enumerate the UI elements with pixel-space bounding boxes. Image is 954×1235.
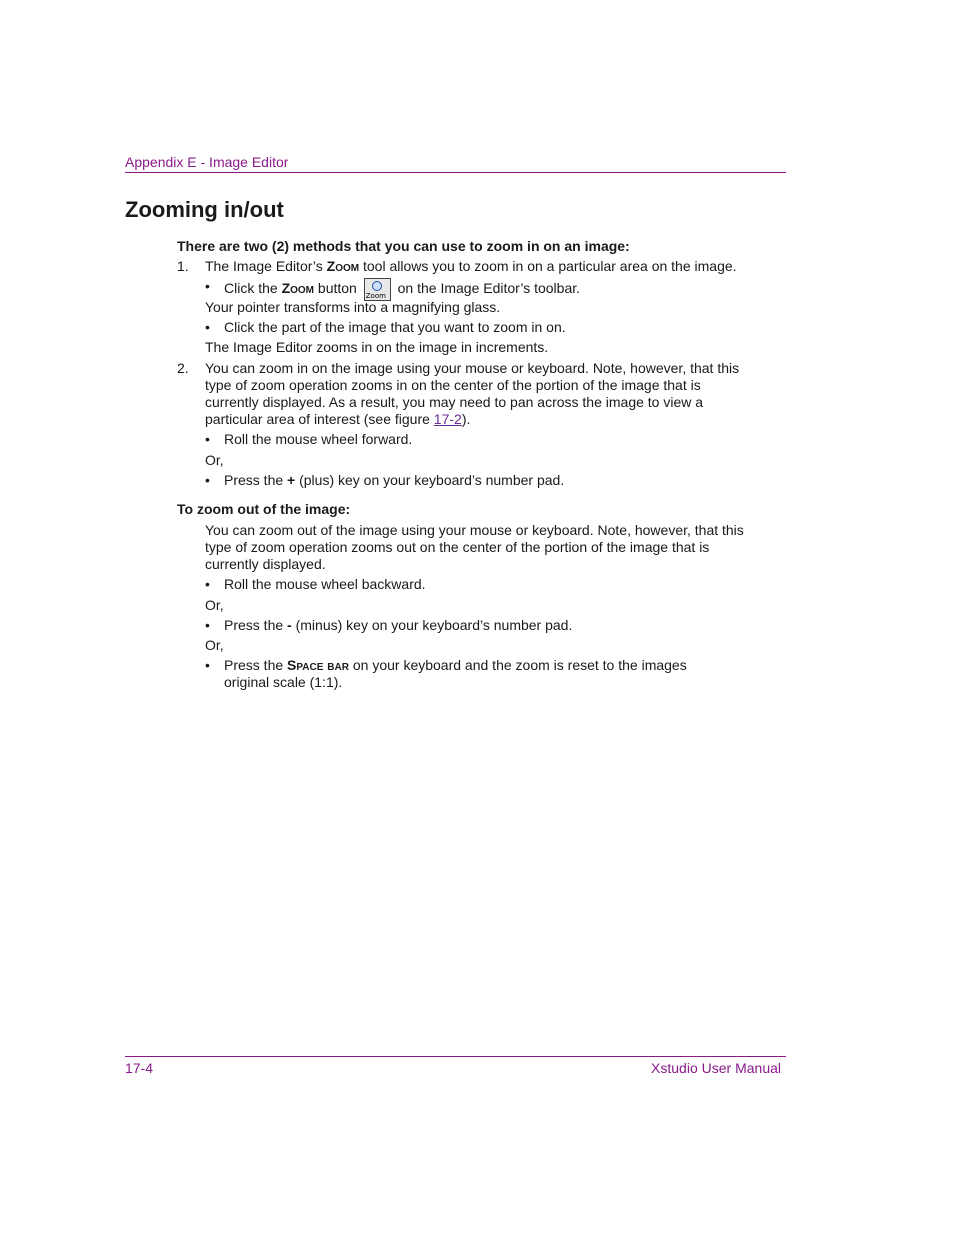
- zoom-button-icon: Zoom: [364, 278, 391, 301]
- bullet: •: [205, 278, 210, 294]
- zoom-out-heading: To zoom out of the image:: [177, 501, 351, 517]
- bullet: •: [205, 319, 210, 335]
- step-2-bullet-1: Roll the mouse wheel forward.: [224, 431, 413, 447]
- step-2-line-4: particular area of interest (see figure 17-2).: [205, 411, 471, 427]
- manual-title: Xstudio User Manual: [651, 1060, 781, 1076]
- step-1-result-2: The Image Editor zooms in on the image in increments.: [205, 339, 549, 355]
- bullet: •: [205, 617, 210, 633]
- step-number-1: 1.: [177, 258, 189, 274]
- zoom-out-bullet-1: Roll the mouse wheel backward.: [224, 576, 426, 592]
- page-number: 17-4: [125, 1060, 154, 1076]
- zoom-out-or-1: Or,: [205, 597, 224, 613]
- zoom-out-bullet-2: Press the - (minus) key on your keyboard’s number pad.: [224, 617, 573, 633]
- step-2-line-3: currently displayed. As a result, you may need to pan across the image to view a: [205, 394, 704, 410]
- zoom-out-bullet-3-line-2: original scale (1:1).: [224, 674, 343, 690]
- step-2-line-2: type of zoom operation zooms in on the center of the portion of the image that is: [205, 377, 701, 393]
- running-header: Appendix E - Image Editor: [125, 154, 289, 170]
- zoom-out-line-3: currently displayed.: [205, 556, 326, 572]
- header-rule: [125, 172, 786, 173]
- bullet: •: [205, 576, 210, 592]
- zoom-out-bullet-3: Press the Space bar on your keyboard and the zoom is reset to the images: [224, 657, 687, 673]
- footer-rule: [125, 1056, 786, 1057]
- zoom-tool-name: Zoom: [326, 258, 360, 274]
- bullet: •: [205, 657, 210, 673]
- zoom-out-or-2: Or,: [205, 637, 224, 653]
- step-number-2: 2.: [177, 360, 189, 376]
- step-1-text: The Image Editor’s Zoom tool allows you to zoom in on a particular area on the image.: [205, 258, 737, 274]
- step-1-bullet-2: Click the part of the image that you want to zoom in on.: [224, 319, 566, 335]
- page-title: Zooming in/out: [125, 197, 284, 222]
- step-2-bullet-2: Press the + (plus) key on your keyboard’s number pad.: [224, 472, 565, 488]
- zoom-out-line-2: type of zoom operation zooms out on the center of the portion of the image that is: [205, 539, 710, 555]
- intro-text: There are two (2) methods that you can use to zoom in on an image:: [177, 238, 630, 254]
- step-2-or: Or,: [205, 452, 224, 468]
- step-1-result-1: Your pointer transforms into a magnifying glass.: [205, 299, 501, 315]
- step-2-line-1: You can zoom in on the image using your mouse or keyboard. Note, however, that this: [205, 360, 740, 376]
- figure-link[interactable]: 17-2: [433, 411, 462, 427]
- zoom-out-line-1: You can zoom out of the image using your mouse or keyboard. Note, however, that this: [205, 522, 744, 538]
- bullet: •: [205, 431, 210, 447]
- step-1-bullet-1: Click the Zoom button Zoom on the Image Editor’s toolbar.: [224, 278, 580, 301]
- bullet: •: [205, 472, 210, 488]
